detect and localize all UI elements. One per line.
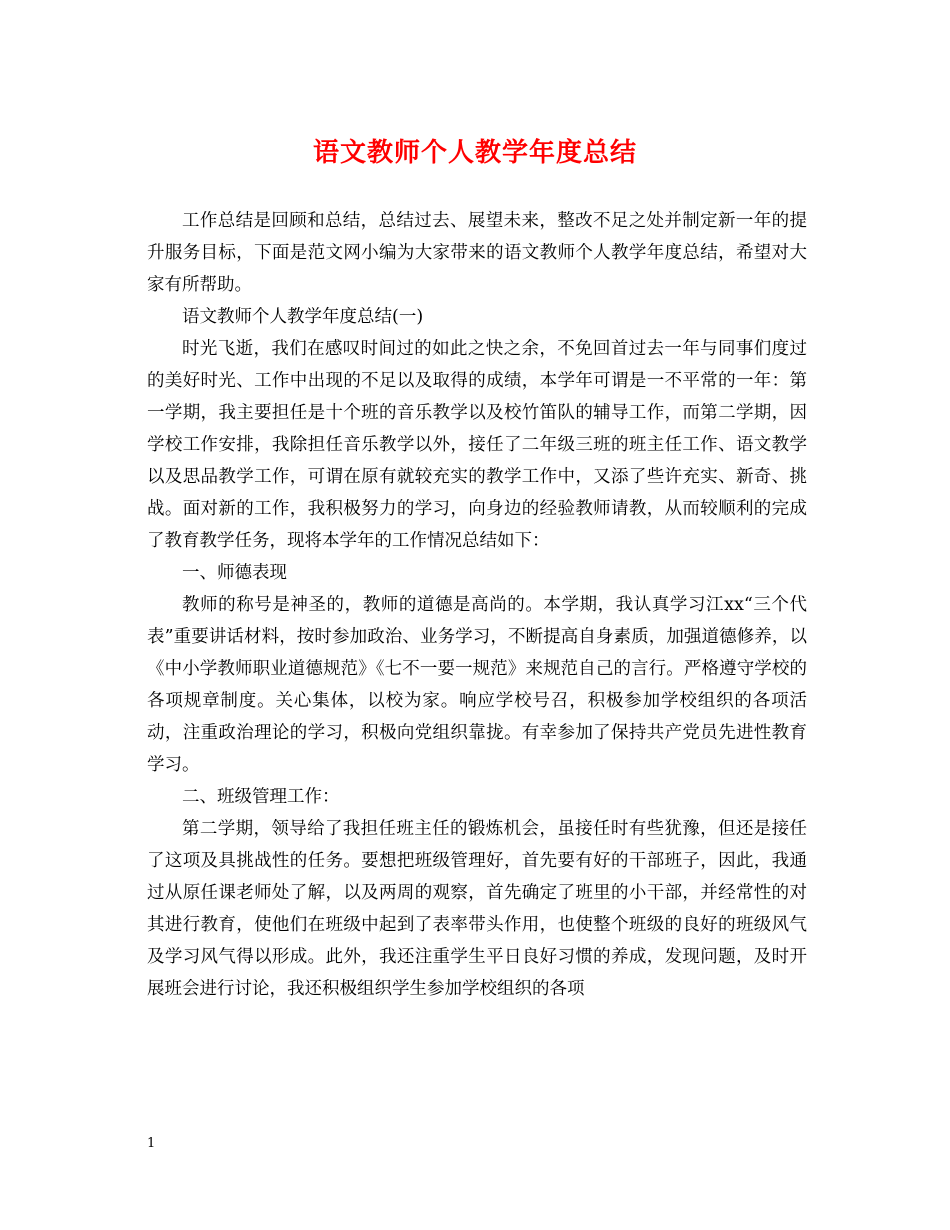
intro-paragraph: 工作总结是回顾和总结，总结过去、展望未来，整改不足之处并制定新一年的提升服务目标，下面是范文网小编为大家带来的语文教师个人教学年度总结，希望对大家有所帮助。 xyxy=(147,211,807,295)
overview-paragraph: 时光飞逝，我们在感叹时间过的如此之快之余，不免回首过去一年与同事们度过的美好时光、工作中出现的不足以及取得的成绩，本学年可谓是一不平常的一年：第一学期，我主要担任是十个班的音乐教学以及校竹笛队的辅导工作，而第二学期，因学校工作安排，我除担任音乐教学以外，接任了二年级三班的班主任工作、语文教学以及思品教学工作，可谓在原有就较充实的教学工作中，又添了些许充实、新奇、挑战。面对新的工作，我积极努力的学习，向身边的经验教师请教，从而较顺利的完成了教育教学任务，现将本学年的工作情况总结如下： xyxy=(147,339,807,551)
section-heading-class-management: 二、班级管理工作： xyxy=(182,787,340,807)
page-number: 1 xyxy=(147,1136,156,1151)
section-heading-ethics: 一、师德表现 xyxy=(182,563,287,583)
ethics-paragraph: 教师的称号是神圣的，教师的道德是高尚的。本学期，我认真学习江xx“三个代表”重要讲话材料，按时参加政治、业务学习，不断提高自身素质，加强道德修养，以《中小学教师职业道德规范》《七不一要一规范》来规范自己的言行。严格遵守学校的各项规章制度。关心集体，以校为家。响应学校号召，积极参加学校组织的各项活动，注重政治理论的学习，积极向党组织靠拢。有幸参加了保持共产党员先进性教育学习。 xyxy=(147,595,807,775)
class-management-paragraph: 第二学期，领导给了我担任班主任的锻炼机会，虽接任时有些犹豫，但还是接任了这项及具挑战性的任务。要想把班级管理好，首先要有好的干部班子，因此，我通过从原任课老师处了解，以及两周的观察，首先确定了班里的小干部，并经常性的对其进行教育，使他们在班级中起到了表率带头作用，也使整个班级的良好的班级风气及学习风气得以形成。此外，我还注重学生平日良好习惯的养成，发现问题，及时开展班会进行讨论，我还积极组织学生参加学校组织的各项 xyxy=(147,819,807,999)
document-title: 语文教师个人教学年度总结 xyxy=(312,138,637,168)
document-body xyxy=(147,205,807,1005)
section-heading-summary-one: 语文教师个人教学年度总结(一) xyxy=(182,307,424,327)
